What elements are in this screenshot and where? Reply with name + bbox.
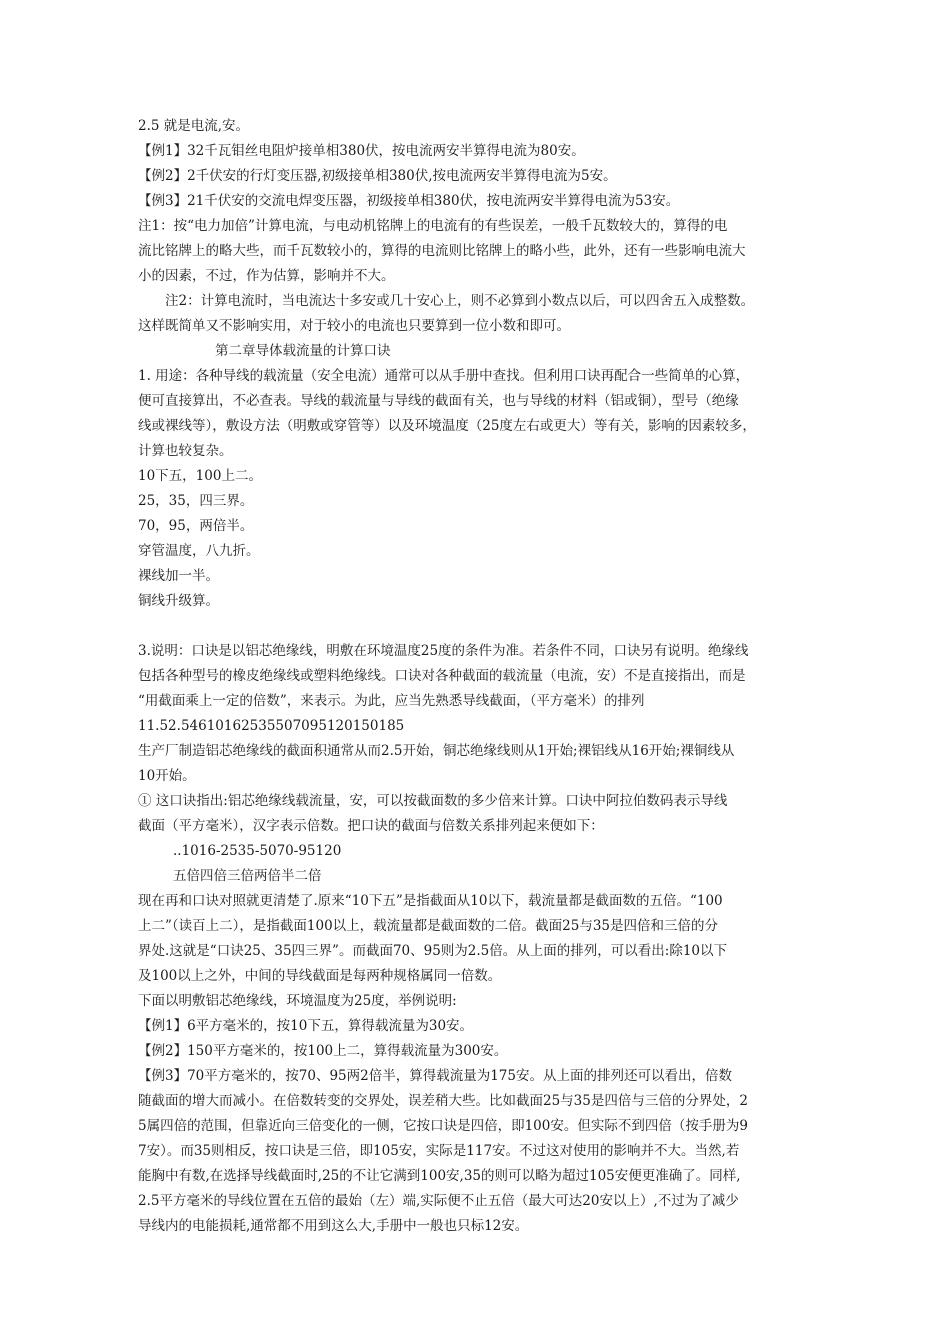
text-line: 线或裸线等），敷设方法（明敷或穿管等）以及环境温度（25度左右或更大）等有关，影响的因素较多，	[138, 418, 756, 434]
text-line: 上二”（读百上二），是指截面100以上，载流量都是截面数的二倍。截面25与35是四倍和三倍的分	[138, 918, 719, 934]
text-line: 【例1】6平方毫米的，按10下五，算得载流量为30安。	[138, 1018, 474, 1034]
text-line: 穿管温度，八九折。	[138, 543, 260, 559]
text-line: 5属四倍的范围，但靠近向三倍变化的一侧，它按口诀是四倍，即100安。但实际不到四倍（按手册为9	[138, 1118, 748, 1134]
text-line: “用截面乘上一定的倍数”，来表示。为此，应当先熟悉导线截面，（平方毫米）的排列	[138, 693, 645, 709]
text-line: 2.5平方毫米的导线位置在五倍的最始（左）端,实际便不止五倍（最大可达20安以上）,不过为了减少	[138, 1193, 739, 1209]
text-line: 【例3】21千伏安的交流电焊变压器，初级接单相380伏，按电流两安半算得电流为53安。	[138, 193, 680, 209]
text-line: 25，35，四三界。	[138, 493, 254, 509]
text-line: 1. 用途：各种导线的载流量（安全电流）通常可以从手册中查找。但利用口诀再配合一些简单的心算，	[138, 368, 750, 384]
text-line: 10下五，100上二。	[138, 468, 262, 484]
text-line: 70，95，两倍半。	[138, 518, 254, 534]
text-line: 及100以上之外，中间的导线截面是每两种规格属同一倍数。	[138, 968, 502, 984]
text-line: 随截面的增大而减小。在倍数转变的交界处，误差稍大些。比如截面25与35是四倍与三倍的分界处，2	[138, 1093, 748, 1109]
text-line: 五倍四倍三倍两倍半二倍	[173, 868, 322, 884]
text-line: 计算也较复杂。	[138, 443, 233, 459]
text-line: 【例2】150平方毫米的，按100上二，算得载流量为300安。	[138, 1043, 508, 1059]
text-line: 【例3】70平方毫米的，按70、95两2倍半，算得载流量为175安。从上面的排列还可以看出，倍数	[138, 1068, 732, 1084]
text-line: 下面以明敷铝芯绝缘线，环境温度为25度，举例说明:	[138, 993, 457, 1009]
text-line: 注1：按“电力加倍”计算电流，与电动机铭牌上的电流有的有些误差，一般千瓦数较大的，算得的电	[138, 218, 728, 234]
text-line: 这样既简单又不影响实用，对于较小的电流也只要算到一位小数和即可。	[138, 318, 570, 334]
text-line: 7安）。而35则相反，按口诀是三倍，即105安，实际是117安。不过这对使用的影响并不大。当然,若	[138, 1143, 740, 1159]
text-line: 3.说明：口诀是以铝芯绝缘线，明敷在环境温度25度的条件为准。若条件不同，口诀另有说明。绝缘线	[138, 643, 749, 659]
text-line: 导线内的电能损耗,通常都不用到这么大,手册中一般也只标12安。	[138, 1218, 529, 1234]
blank-line	[138, 614, 828, 639]
text-line: 2.5 就是电流,安。	[138, 118, 250, 134]
text-line: ① 这口诀指出:铝芯绝缘线载流量，安，可以按截面数的多少倍来计算。口诀中阿拉伯数码表示导线	[138, 793, 728, 809]
text-line: 现在再和口诀对照就更清楚了.原来“10下五”是指截面从10以下，载流量都是截面数的五倍。“100	[138, 893, 723, 909]
text-line: 包括各种型号的橡皮绝缘线或塑料绝缘线。口诀对各种截面的载流量（电流，安）不是直接指出，而是	[138, 668, 746, 684]
text-line: 便可直接算出，不必查表。导线的载流量与导线的截面有关，也与导线的材料（铝或铜），型号（绝缘	[138, 393, 739, 409]
text-line: 【例1】32千瓦钼丝电阻炉接单相380伏，按电流两安半算得电流为80安。	[138, 143, 585, 159]
text-line: 11.52.54610162535507095120150185	[138, 718, 405, 734]
text-line: 铜线升级算。	[138, 593, 219, 609]
text-line: 小的因素，不过，作为估算，影响并不大。	[138, 268, 395, 284]
text-line: 裸线加一半。	[138, 568, 219, 584]
text-line: ..1016-2535-5070-95120	[173, 843, 342, 859]
text-line: 【例2】2千伏安的行灯变压器,初级接单相380伏,按电流两安半算得电流为5安。	[138, 168, 617, 184]
text-line: 界处.这就是“口诀25、35四三界”。而截面70、95则为2.5倍。从上面的排列，可以看出:除10以下	[138, 943, 728, 959]
text-line: 第二章导体载流量的计算口诀	[215, 343, 391, 359]
text-line: 注2：计算电流时，当电流达十多安或几十安心上，则不必算到小数点以后，可以四舍五入成整数。	[165, 293, 755, 309]
text-line: 截面（平方毫米），汉字表示倍数。把口诀的截面与倍数关系排列起来便如下：	[138, 818, 604, 834]
text-line: 生产厂制造铝芯绝缘线的截面积通常从而2.5开始，铜芯绝缘线则从1开始;裸铝线从16开始;裸铜线从	[138, 743, 735, 759]
text-line: 10开始。	[138, 768, 196, 784]
text-line: 能胸中有数,在选择导线截面时,25的不让它满到100安,35的则可以略为超过105安便更准确了。同样,	[138, 1168, 741, 1184]
document-body	[138, 114, 828, 1239]
text-line: 流比铭牌上的略大些，而千瓦数较小的，算得的电流则比铭牌上的略小些，此外，还有一些影响电流大	[138, 243, 746, 259]
